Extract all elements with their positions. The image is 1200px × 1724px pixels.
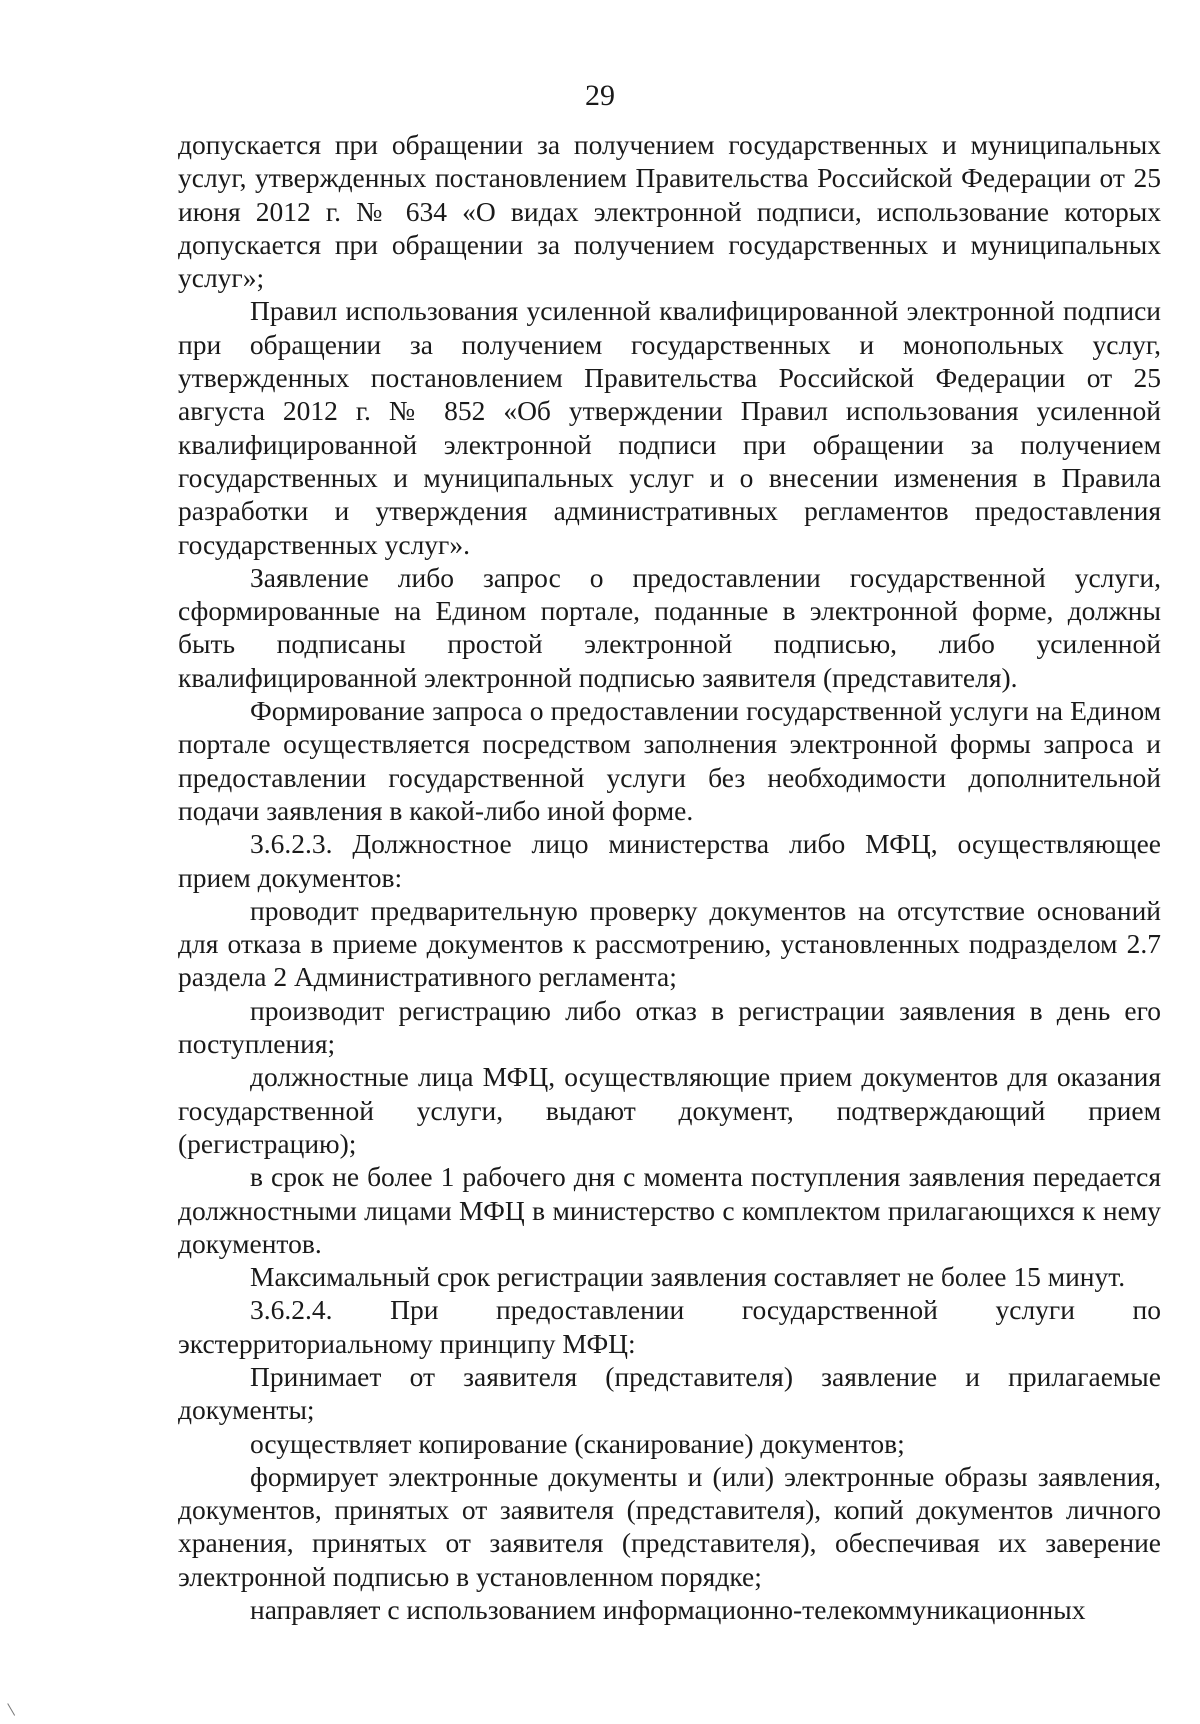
paragraph: проводит предварительную проверку документов на отсутствие оснований для отказа в приеме документов к рассмотрению, установленных подразделом 2.7 раздела 2 Административного регламента; (178, 894, 1161, 993)
paragraph-section-3-6-2-4: 3.6.2.4. При предоставлении государственной услуги по экстерриториальному принципу МФЦ: (178, 1294, 1161, 1359)
paragraph: Правил использования усиленной квалифицированной электронной подписи при обращении за получением государственных и монопольных услуг, утвержденных постановлением Правительства Российской Федерации от 25 августа 2012 г. № 852 «Об утверждении Правил использования усиленной квалифицированной электронной подписи при обращении за получением государственных и муниципальных услуг и о внесении изменения в Правила разработки и утверждения административных регламентов предоставления государственных услуг». (178, 295, 1161, 560)
paragraph: осуществляет копирование (сканирование) документов; (250, 1427, 905, 1459)
page-number: 29 (585, 79, 615, 112)
paragraph: в срок не более 1 рабочего дня с момента поступления заявления передается должностными лицами МФЦ в министерство с комплектом прилагающихся к нему документов. (178, 1161, 1161, 1259)
paragraph: формирует электронные документы и (или) электронные образы заявления, документов, принятых от заявителя (представителя), копий документов личного хранения, принятых от заявителя (представителя), обеспечивая их заверение электронной подписью в установленном порядке; (178, 1460, 1161, 1592)
document-body (178, 128, 1161, 1626)
paragraph: Максимальный срок регистрации заявления составляет не более 15 минут. (250, 1261, 1126, 1293)
paragraph: Принимает от заявителя (представителя) заявление и прилагаемые документы; (178, 1360, 1161, 1426)
paragraph: производит регистрацию либо отказ в регистрации заявления в день его поступления; (178, 994, 1161, 1060)
paragraph: Заявление либо запрос о предоставлении государственной услуги, сформированные на Едином портале, поданные в электронной форме, должны быть подписаны простой электронной подписью, либо усиленной квалифицированной электронной подписью заявителя (представителя). (178, 561, 1161, 693)
paragraph-continuation: допускается при обращении за получением государственных и муниципальных услуг, утвержденных постановлением Правительства Российской Федерации от 25 июня 2012 г. № 634 «О видах электронной подписи, использование которых допускается при обращении за получением государственных и муниципальных услуг»; (178, 129, 1161, 294)
paragraph: должностные лица МФЦ, осуществляющие прием документов для оказания государственной услуги, выдают документ, подтверждающий прием (регистрацию); (178, 1061, 1161, 1159)
paragraph-section-3-6-2-3: 3.6.2.3. Должностное лицо министерства либо МФЦ, осуществляющее прием документов: (178, 828, 1161, 893)
paragraph: направляет с использованием информационно-телекоммуникационных (250, 1594, 1086, 1626)
paragraph: Формирование запроса о предоставлении государственной услуги на Едином портале осуществляется посредством заполнения электронной формы запроса и предоставлении государственной услуги без необходимости дополнительной подачи заявления в какой-либо иной форме. (178, 695, 1161, 826)
scan-mark (7, 1698, 24, 1716)
